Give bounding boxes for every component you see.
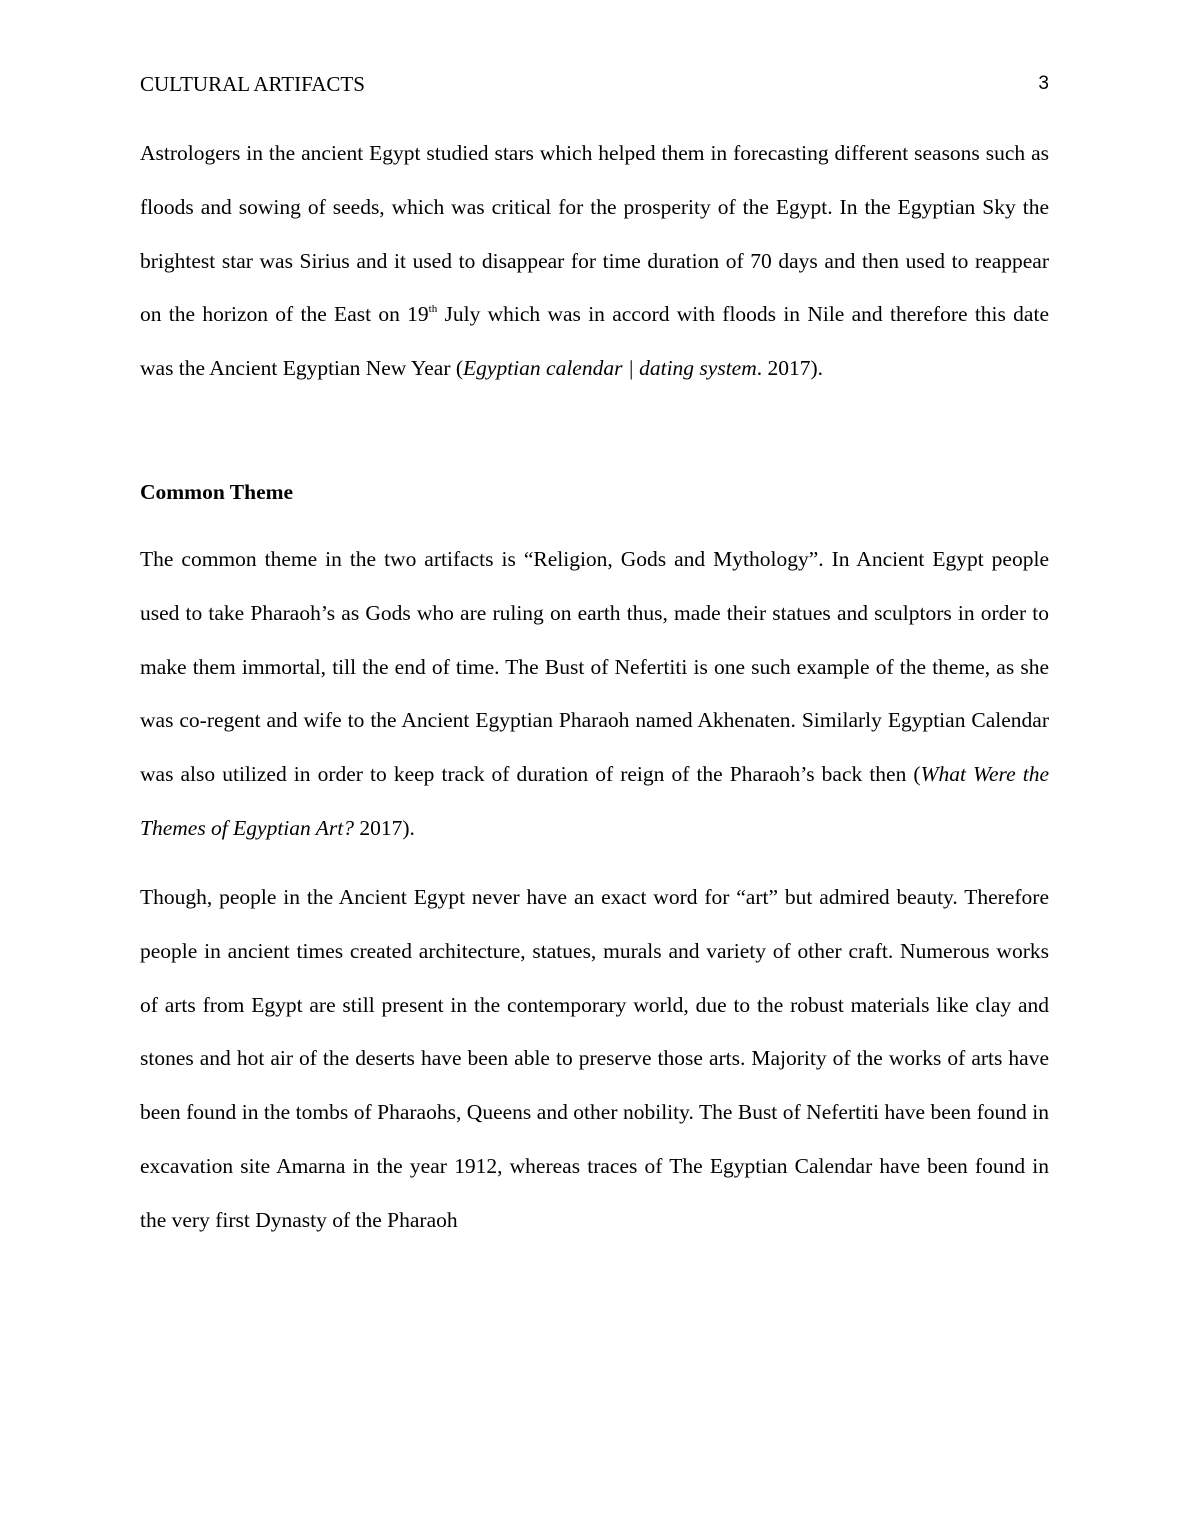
citation-title: Egyptian calendar | dating system xyxy=(463,356,757,381)
paragraph-common-theme xyxy=(140,533,1049,856)
page-number: 3 xyxy=(1038,73,1049,94)
page-header xyxy=(140,70,1049,98)
ordinal-superscript: th xyxy=(428,303,438,316)
section-heading: Common Theme xyxy=(140,480,294,504)
citation-year: . 2017). xyxy=(756,356,824,381)
citation-year: 2017). xyxy=(354,815,415,840)
paragraph-text: Astrologers in the ancient Egypt studied stars which helped them in forecasting different seasons such as floods and sowing of seeds, which was critical for the prosperity of the Egypt. In the Egyptian Sky the brightest star was Sirius and it used to disappear for time duration of 70 days and then used to reappear on the horizon of the East on 19 xyxy=(140,141,1049,327)
paragraph-text: July which was in accord with floods in Nile and therefore this date was the Ancient Egyptian New Year ( xyxy=(140,302,1049,381)
citation-title: What Were the Themes of Egyptian Art? xyxy=(140,762,1049,840)
paragraph-astrologers xyxy=(140,127,1049,396)
running-head: CULTURAL ARTIFACTS xyxy=(140,72,365,96)
paragraph-art-preservation: Though, people in the Ancient Egypt never have an exact word for “art” but admired beauty. Therefore people in ancient times created architecture, statues, murals and variety of other craft. Numerous works of arts from Egypt are still present in the contemporary world, due to the robust materials like clay and stones and hot air of the deserts have been able to preserve those arts. Majority of the works of arts have been found in the tombs of Pharaohs, Queens and other nobility. The Bust of Nefertiti have been found in excavation site Amarna in the year 1912, whereas traces of The Egyptian Calendar have been found in the very first Dynasty of the Pharaoh xyxy=(140,885,1049,1232)
paragraph-text: The common theme in the two artifacts is “Religion, Gods and Mythology”. In Ancient Egypt people used to take Pharaoh’s as Gods who are ruling on earth thus, made their statues and sculptors in order to make them immortal, till the end of time. The Bust of Nefertiti is one such example of the theme, as she was co-regent and wife to the Ancient Egyptian Pharaoh named Akhenaten. Similarly Egyptian Calendar was also utilized in order to keep track of duration of reign of the Pharaoh’s back then ( xyxy=(140,547,1049,787)
